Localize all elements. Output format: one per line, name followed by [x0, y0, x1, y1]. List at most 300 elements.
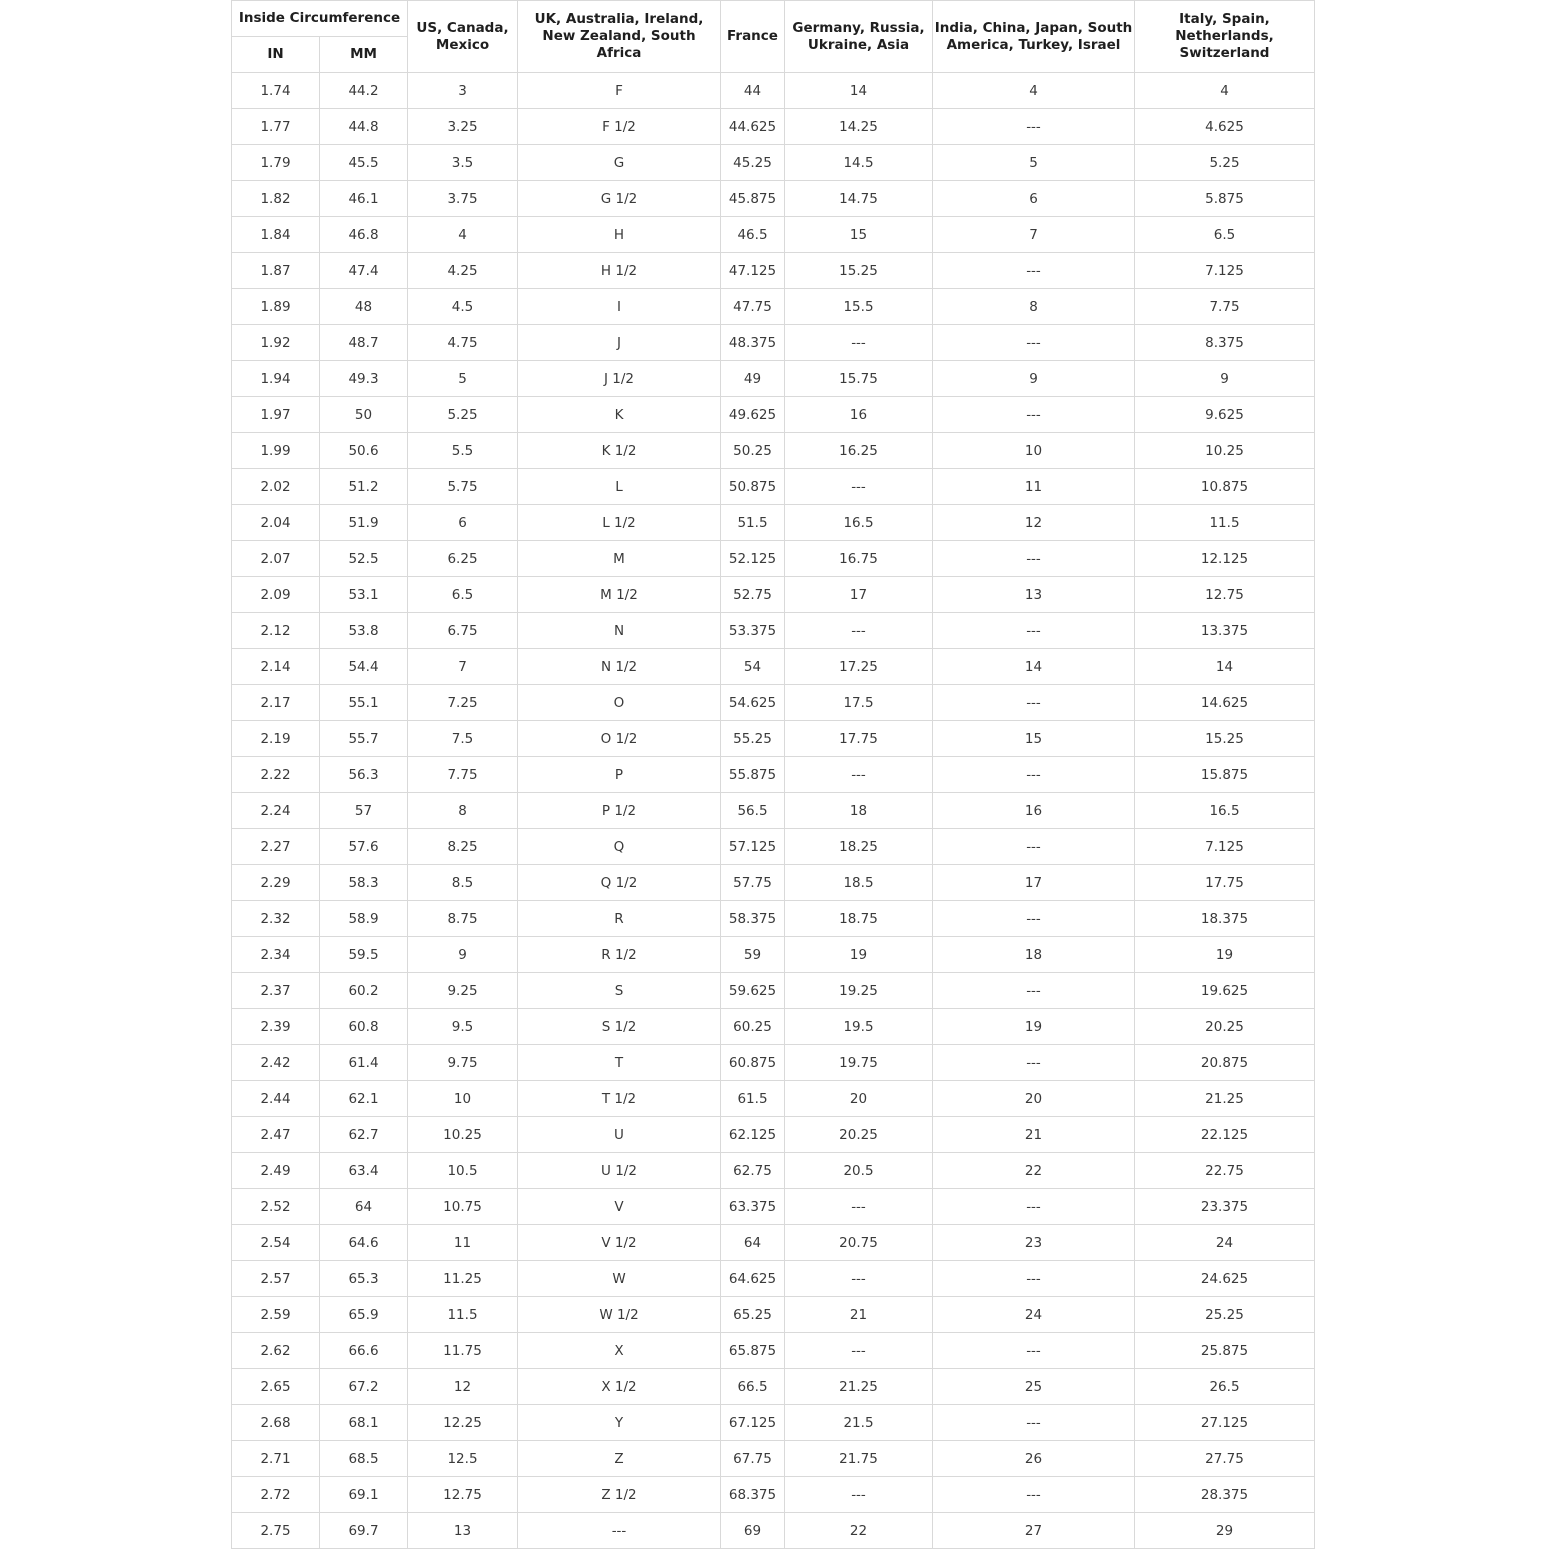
germany-size-cell: 14.5	[785, 145, 933, 181]
italy-size-cell: 8.375	[1135, 325, 1315, 361]
india-size-cell: 6	[933, 181, 1135, 217]
us-size-cell: 10.75	[408, 1189, 518, 1225]
india-size-cell: 15	[933, 721, 1135, 757]
table-row	[232, 721, 1315, 757]
table-row	[232, 1405, 1315, 1441]
germany-size-cell: 16.25	[785, 433, 933, 469]
uk-size-cell: M	[518, 541, 721, 577]
mm-cell: 63.4	[320, 1153, 408, 1189]
mm-cell: 55.1	[320, 685, 408, 721]
mm-cell: 50	[320, 397, 408, 433]
italy-size-cell: 14.625	[1135, 685, 1315, 721]
table-row	[232, 865, 1315, 901]
us-size-cell: 12.5	[408, 1441, 518, 1477]
in-cell: 2.07	[232, 541, 320, 577]
table-row	[232, 505, 1315, 541]
france-size-cell: 49.625	[721, 397, 785, 433]
uk-size-cell: Z	[518, 1441, 721, 1477]
in-cell: 1.89	[232, 289, 320, 325]
india-size-cell: 10	[933, 433, 1135, 469]
france-size-cell: 69	[721, 1513, 785, 1549]
in-cell: 2.62	[232, 1333, 320, 1369]
germany-size-cell: ---	[785, 757, 933, 793]
mm-cell: 47.4	[320, 253, 408, 289]
uk-size-cell: J 1/2	[518, 361, 721, 397]
italy-size-cell: 18.375	[1135, 901, 1315, 937]
mm-cell: 46.1	[320, 181, 408, 217]
mm-cell: 59.5	[320, 937, 408, 973]
in-cell: 2.22	[232, 757, 320, 793]
germany-size-cell: ---	[785, 1333, 933, 1369]
france-size-cell: 48.375	[721, 325, 785, 361]
india-size-cell: 26	[933, 1441, 1135, 1477]
in-cell: 1.74	[232, 73, 320, 109]
table-row	[232, 1189, 1315, 1225]
uk-size-cell: K	[518, 397, 721, 433]
table-row	[232, 1297, 1315, 1333]
uk-size-cell: H 1/2	[518, 253, 721, 289]
france-size-cell: 65.875	[721, 1333, 785, 1369]
in-cell: 2.12	[232, 613, 320, 649]
mm-cell: 46.8	[320, 217, 408, 253]
italy-size-cell: 9	[1135, 361, 1315, 397]
table-row	[232, 181, 1315, 217]
table-row	[232, 109, 1315, 145]
uk-size-cell: T 1/2	[518, 1081, 721, 1117]
in-cell: 1.79	[232, 145, 320, 181]
germany-size-cell: 20	[785, 1081, 933, 1117]
india-size-cell: 4	[933, 73, 1135, 109]
germany-size-cell: 15	[785, 217, 933, 253]
germany-size-cell: 18	[785, 793, 933, 829]
india-size-cell: 21	[933, 1117, 1135, 1153]
mm-header: MM	[320, 37, 408, 73]
uk-size-cell: H	[518, 217, 721, 253]
italy-size-cell: 10.875	[1135, 469, 1315, 505]
germany-size-cell: 20.25	[785, 1117, 933, 1153]
mm-cell: 57	[320, 793, 408, 829]
table-row	[232, 1045, 1315, 1081]
germany-size-cell: 20.5	[785, 1153, 933, 1189]
in-cell: 2.14	[232, 649, 320, 685]
india-size-cell: 20	[933, 1081, 1135, 1117]
italy-size-cell: 12.125	[1135, 541, 1315, 577]
italy-size-cell: 9.625	[1135, 397, 1315, 433]
india-size-cell: ---	[933, 973, 1135, 1009]
in-cell: 1.99	[232, 433, 320, 469]
us-size-cell: 8	[408, 793, 518, 829]
in-cell: 2.42	[232, 1045, 320, 1081]
mm-cell: 53.1	[320, 577, 408, 613]
uk-size-cell: X 1/2	[518, 1369, 721, 1405]
in-cell: 1.77	[232, 109, 320, 145]
italy-size-cell: 16.5	[1135, 793, 1315, 829]
in-cell: 2.32	[232, 901, 320, 937]
india-size-cell: 24	[933, 1297, 1135, 1333]
table-row	[232, 541, 1315, 577]
germany-size-cell: ---	[785, 613, 933, 649]
india-size-cell: 22	[933, 1153, 1135, 1189]
germany-size-cell: 14.75	[785, 181, 933, 217]
france-size-cell: 59	[721, 937, 785, 973]
us-size-cell: 8.25	[408, 829, 518, 865]
in-cell: 1.92	[232, 325, 320, 361]
france-size-cell: 62.75	[721, 1153, 785, 1189]
uk-size-cell: R	[518, 901, 721, 937]
us-size-cell: 3.75	[408, 181, 518, 217]
mm-cell: 65.9	[320, 1297, 408, 1333]
italy-size-cell: 27.75	[1135, 1441, 1315, 1477]
in-cell: 2.17	[232, 685, 320, 721]
uk-size-cell: G	[518, 145, 721, 181]
india-size-cell: ---	[933, 541, 1135, 577]
italy-size-cell: 29	[1135, 1513, 1315, 1549]
us-size-cell: 11.5	[408, 1297, 518, 1333]
uk-size-cell: R 1/2	[518, 937, 721, 973]
us-size-cell: 5.25	[408, 397, 518, 433]
france-size-cell: 64.625	[721, 1261, 785, 1297]
india-size-cell: 11	[933, 469, 1135, 505]
uk-size-cell: Y	[518, 1405, 721, 1441]
mm-cell: 44.8	[320, 109, 408, 145]
italy-size-cell: 4.625	[1135, 109, 1315, 145]
us-size-cell: 6	[408, 505, 518, 541]
india-size-cell: 12	[933, 505, 1135, 541]
germany-size-cell: 15.5	[785, 289, 933, 325]
india-size-cell: ---	[933, 109, 1135, 145]
mm-cell: 62.7	[320, 1117, 408, 1153]
germany-size-cell: 22	[785, 1513, 933, 1549]
italy-size-cell: 28.375	[1135, 1477, 1315, 1513]
table-row	[232, 1477, 1315, 1513]
france-size-cell: 53.375	[721, 613, 785, 649]
in-cell: 2.37	[232, 973, 320, 1009]
germany-size-cell: 20.75	[785, 1225, 933, 1261]
table-row	[232, 433, 1315, 469]
germany-size-cell: 17.75	[785, 721, 933, 757]
mm-cell: 60.2	[320, 973, 408, 1009]
france-size-cell: 50.25	[721, 433, 785, 469]
france-size-cell: 44	[721, 73, 785, 109]
table-row	[232, 217, 1315, 253]
france-size-cell: 60.875	[721, 1045, 785, 1081]
table-row	[232, 289, 1315, 325]
uk-size-cell: F 1/2	[518, 109, 721, 145]
inside-circumference-header: Inside Circumference	[232, 1, 408, 37]
in-cell: 2.68	[232, 1405, 320, 1441]
germany-russia-header: Germany, Russia, Ukraine, Asia	[785, 1, 933, 73]
in-cell: 2.47	[232, 1117, 320, 1153]
mm-cell: 62.1	[320, 1081, 408, 1117]
in-cell: 2.19	[232, 721, 320, 757]
in-cell: 2.65	[232, 1369, 320, 1405]
uk-size-cell: P 1/2	[518, 793, 721, 829]
in-cell: 1.87	[232, 253, 320, 289]
india-size-cell: ---	[933, 685, 1135, 721]
in-cell: 2.34	[232, 937, 320, 973]
table-row	[232, 793, 1315, 829]
mm-cell: 53.8	[320, 613, 408, 649]
india-size-cell: 14	[933, 649, 1135, 685]
us-size-cell: 5.5	[408, 433, 518, 469]
uk-size-cell: O	[518, 685, 721, 721]
uk-size-cell: K 1/2	[518, 433, 721, 469]
mm-cell: 65.3	[320, 1261, 408, 1297]
italy-size-cell: 24	[1135, 1225, 1315, 1261]
us-size-cell: 12	[408, 1369, 518, 1405]
uk-australia-header: UK, Australia, Ireland, New Zealand, South Africa	[518, 1, 721, 73]
mm-cell: 67.2	[320, 1369, 408, 1405]
france-size-cell: 59.625	[721, 973, 785, 1009]
in-cell: 2.75	[232, 1513, 320, 1549]
in-cell: 2.49	[232, 1153, 320, 1189]
uk-size-cell: P	[518, 757, 721, 793]
germany-size-cell: 17.5	[785, 685, 933, 721]
us-size-cell: 10.25	[408, 1117, 518, 1153]
germany-size-cell: 14.25	[785, 109, 933, 145]
india-size-cell: 7	[933, 217, 1135, 253]
us-size-cell: 4.75	[408, 325, 518, 361]
table-row	[232, 757, 1315, 793]
us-size-cell: 12.75	[408, 1477, 518, 1513]
germany-size-cell: 18.75	[785, 901, 933, 937]
france-size-cell: 55.25	[721, 721, 785, 757]
uk-size-cell: N	[518, 613, 721, 649]
us-size-cell: 3.5	[408, 145, 518, 181]
france-size-cell: 51.5	[721, 505, 785, 541]
germany-size-cell: 16	[785, 397, 933, 433]
table-row	[232, 145, 1315, 181]
italy-size-cell: 20.875	[1135, 1045, 1315, 1081]
india-size-cell: ---	[933, 1333, 1135, 1369]
us-size-cell: 7	[408, 649, 518, 685]
india-size-cell: 27	[933, 1513, 1135, 1549]
us-size-cell: 10.5	[408, 1153, 518, 1189]
italy-size-cell: 25.875	[1135, 1333, 1315, 1369]
germany-size-cell: ---	[785, 1261, 933, 1297]
france-size-cell: 68.375	[721, 1477, 785, 1513]
germany-size-cell: 18.5	[785, 865, 933, 901]
italy-size-cell: 17.75	[1135, 865, 1315, 901]
table-row	[232, 1441, 1315, 1477]
france-size-cell: 67.125	[721, 1405, 785, 1441]
india-size-cell: 8	[933, 289, 1135, 325]
germany-size-cell: 19.75	[785, 1045, 933, 1081]
us-size-cell: 6.5	[408, 577, 518, 613]
mm-cell: 52.5	[320, 541, 408, 577]
uk-size-cell: T	[518, 1045, 721, 1081]
germany-size-cell: ---	[785, 325, 933, 361]
mm-cell: 45.5	[320, 145, 408, 181]
table-row	[232, 901, 1315, 937]
mm-cell: 61.4	[320, 1045, 408, 1081]
us-size-cell: 11.25	[408, 1261, 518, 1297]
india-size-cell: ---	[933, 253, 1135, 289]
table-row	[232, 73, 1315, 109]
italy-size-cell: 6.5	[1135, 217, 1315, 253]
mm-cell: 64	[320, 1189, 408, 1225]
germany-size-cell: 15.75	[785, 361, 933, 397]
uk-size-cell: W	[518, 1261, 721, 1297]
germany-size-cell: 19.5	[785, 1009, 933, 1045]
uk-size-cell: Q	[518, 829, 721, 865]
uk-size-cell: J	[518, 325, 721, 361]
uk-size-cell: O 1/2	[518, 721, 721, 757]
germany-size-cell: ---	[785, 1477, 933, 1513]
mm-cell: 54.4	[320, 649, 408, 685]
france-size-cell: 57.125	[721, 829, 785, 865]
table-row	[232, 1009, 1315, 1045]
table-row	[232, 577, 1315, 613]
germany-size-cell: 21	[785, 1297, 933, 1333]
india-size-cell: 13	[933, 577, 1135, 613]
table-row	[232, 361, 1315, 397]
india-size-cell: ---	[933, 1045, 1135, 1081]
us-size-cell: 4	[408, 217, 518, 253]
table-header	[232, 1, 1315, 73]
uk-size-cell: V 1/2	[518, 1225, 721, 1261]
italy-size-cell: 5.875	[1135, 181, 1315, 217]
india-size-cell: ---	[933, 397, 1135, 433]
india-size-cell: 18	[933, 937, 1135, 973]
us-size-cell: 9.5	[408, 1009, 518, 1045]
table-row	[232, 649, 1315, 685]
table-row	[232, 1081, 1315, 1117]
india-size-cell: ---	[933, 1189, 1135, 1225]
france-size-cell: 50.875	[721, 469, 785, 505]
germany-size-cell: 17	[785, 577, 933, 613]
us-size-cell: 8.75	[408, 901, 518, 937]
uk-size-cell: ---	[518, 1513, 721, 1549]
italy-size-cell: 19	[1135, 937, 1315, 973]
france-size-cell: 45.875	[721, 181, 785, 217]
france-size-cell: 52.125	[721, 541, 785, 577]
india-china-japan-header: India, China, Japan, South America, Turkey, Israel	[933, 1, 1135, 73]
us-size-cell: 9	[408, 937, 518, 973]
italy-size-cell: 7.125	[1135, 829, 1315, 865]
mm-cell: 66.6	[320, 1333, 408, 1369]
us-size-cell: 3	[408, 73, 518, 109]
italy-size-cell: 12.75	[1135, 577, 1315, 613]
france-size-cell: 67.75	[721, 1441, 785, 1477]
mm-cell: 48.7	[320, 325, 408, 361]
italy-size-cell: 15.875	[1135, 757, 1315, 793]
india-size-cell: ---	[933, 325, 1135, 361]
in-cell: 2.54	[232, 1225, 320, 1261]
uk-size-cell: S	[518, 973, 721, 1009]
in-cell: 2.39	[232, 1009, 320, 1045]
table-row	[232, 973, 1315, 1009]
france-size-cell: 55.875	[721, 757, 785, 793]
table-row	[232, 1333, 1315, 1369]
france-size-cell: 66.5	[721, 1369, 785, 1405]
mm-cell: 48	[320, 289, 408, 325]
india-size-cell: 16	[933, 793, 1135, 829]
in-cell: 1.94	[232, 361, 320, 397]
france-size-cell: 60.25	[721, 1009, 785, 1045]
us-size-cell: 13	[408, 1513, 518, 1549]
uk-size-cell: I	[518, 289, 721, 325]
us-size-cell: 3.25	[408, 109, 518, 145]
table-row	[232, 829, 1315, 865]
us-size-cell: 6.75	[408, 613, 518, 649]
table-row	[232, 937, 1315, 973]
uk-size-cell: N 1/2	[518, 649, 721, 685]
us-size-cell: 5	[408, 361, 518, 397]
india-size-cell: 17	[933, 865, 1135, 901]
germany-size-cell: 21.5	[785, 1405, 933, 1441]
us-size-cell: 7.5	[408, 721, 518, 757]
in-cell: 2.24	[232, 793, 320, 829]
italy-size-cell: 7.75	[1135, 289, 1315, 325]
india-size-cell: ---	[933, 1261, 1135, 1297]
italy-size-cell: 25.25	[1135, 1297, 1315, 1333]
france-size-cell: 56.5	[721, 793, 785, 829]
india-size-cell: 5	[933, 145, 1135, 181]
in-cell: 2.27	[232, 829, 320, 865]
in-cell: 2.04	[232, 505, 320, 541]
germany-size-cell: 17.25	[785, 649, 933, 685]
germany-size-cell: 16.75	[785, 541, 933, 577]
uk-size-cell: L 1/2	[518, 505, 721, 541]
india-size-cell: 25	[933, 1369, 1135, 1405]
italy-size-cell: 24.625	[1135, 1261, 1315, 1297]
france-size-cell: 44.625	[721, 109, 785, 145]
france-size-cell: 61.5	[721, 1081, 785, 1117]
italy-size-cell: 23.375	[1135, 1189, 1315, 1225]
france-size-cell: 65.25	[721, 1297, 785, 1333]
mm-cell: 44.2	[320, 73, 408, 109]
table-row	[232, 1369, 1315, 1405]
in-cell: 2.09	[232, 577, 320, 613]
table-row	[232, 325, 1315, 361]
france-size-cell: 54.625	[721, 685, 785, 721]
us-size-cell: 8.5	[408, 865, 518, 901]
mm-cell: 55.7	[320, 721, 408, 757]
table-row	[232, 685, 1315, 721]
uk-size-cell: S 1/2	[518, 1009, 721, 1045]
india-size-cell: ---	[933, 1405, 1135, 1441]
table-body	[232, 73, 1315, 1549]
india-size-cell: ---	[933, 757, 1135, 793]
italy-size-cell: 14	[1135, 649, 1315, 685]
us-size-cell: 7.75	[408, 757, 518, 793]
mm-cell: 49.3	[320, 361, 408, 397]
us-size-cell: 10	[408, 1081, 518, 1117]
table-row	[232, 613, 1315, 649]
italy-size-cell: 20.25	[1135, 1009, 1315, 1045]
mm-cell: 50.6	[320, 433, 408, 469]
table-row	[232, 1117, 1315, 1153]
in-cell: 2.57	[232, 1261, 320, 1297]
germany-size-cell: 19.25	[785, 973, 933, 1009]
uk-size-cell: V	[518, 1189, 721, 1225]
table-row	[232, 253, 1315, 289]
us-size-cell: 4.25	[408, 253, 518, 289]
india-size-cell: ---	[933, 1477, 1135, 1513]
mm-cell: 64.6	[320, 1225, 408, 1261]
in-cell: 2.59	[232, 1297, 320, 1333]
mm-cell: 69.7	[320, 1513, 408, 1549]
mm-cell: 58.9	[320, 901, 408, 937]
germany-size-cell: 14	[785, 73, 933, 109]
us-size-cell: 5.75	[408, 469, 518, 505]
table-row	[232, 397, 1315, 433]
india-size-cell: 23	[933, 1225, 1135, 1261]
table-row	[232, 1261, 1315, 1297]
germany-size-cell: 21.25	[785, 1369, 933, 1405]
us-size-cell: 11.75	[408, 1333, 518, 1369]
